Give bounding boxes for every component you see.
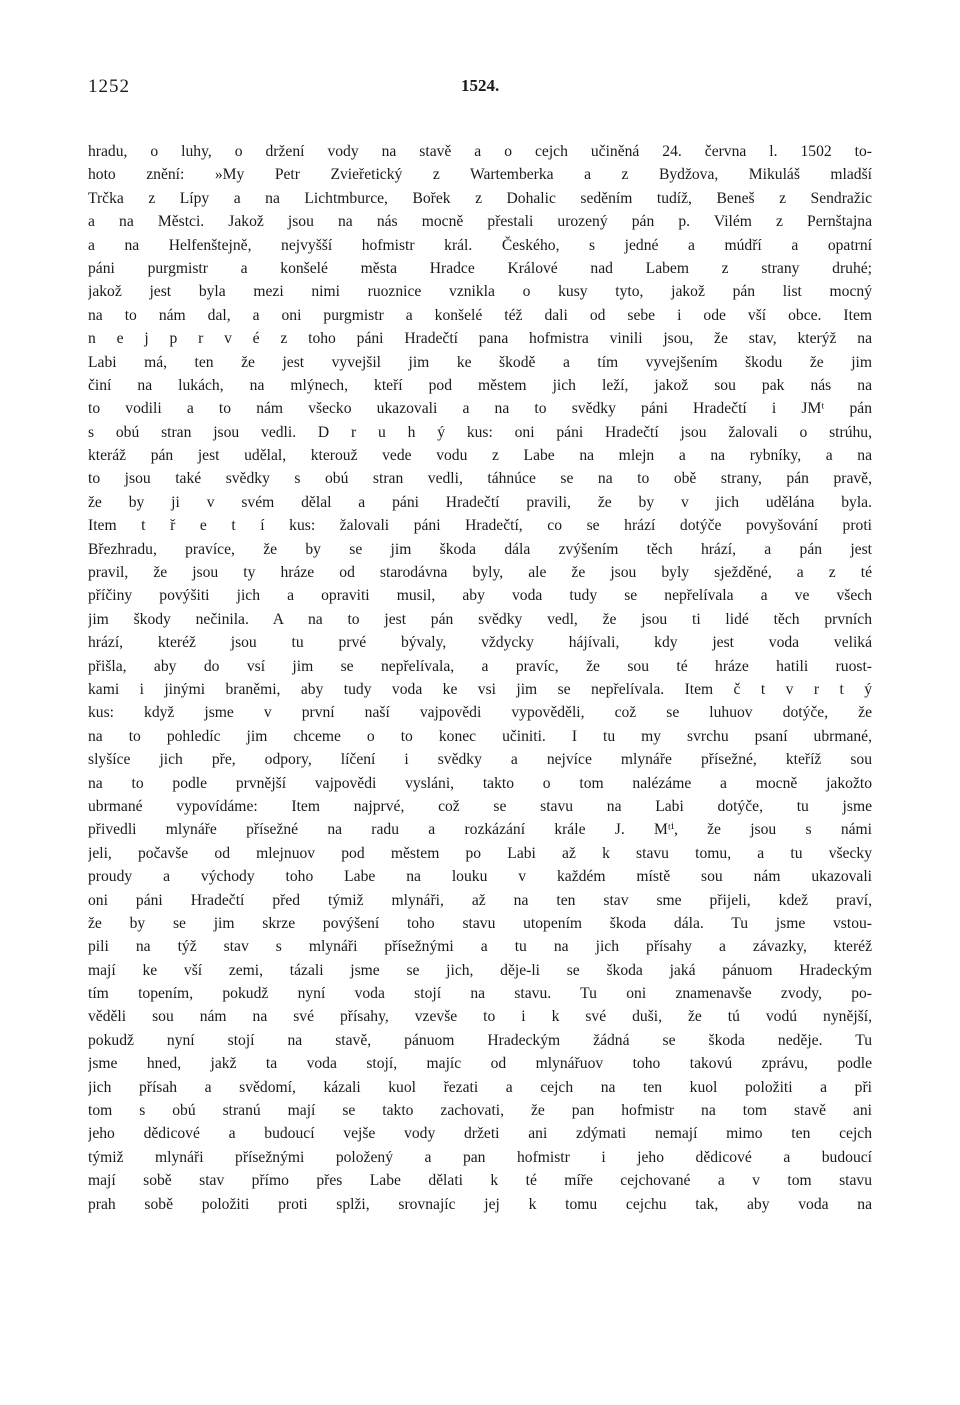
text-line: jeho dědicové a budoucí vejše vody držeti ani zdýmati nemají mimo ten cejch [88,1125,872,1143]
text-line: kami i jinými braněmi, aby tudy voda ke vsi jim se nepřelívala. Item č t v r t ý [88,680,872,698]
text-line: slyšíce jich pře, odpory, líčení i svědky a nejvíce mlynáře přísežné, kteříž sou [88,751,872,769]
text-line: jakož jest byla mezi nimi ruoznice vznikla o kusy tyto, jakož pán list mocný [88,283,872,301]
text-line: věděli sou nám na své přísahy, vzevše to i k své duši, že tú vodú nynější, [88,1008,872,1026]
text-line: mají ke vší zemi, tázali jsme se jich, děje-li se škoda jaká pánuom Hradeckým [88,961,872,979]
text-line: a na Helfenštejně, nejvyšší hofmistr král. Českého, s jedné a múdří a opatrní [88,236,872,254]
text-line: že by se jim skrze povýšení toho stavu utopením škoda dála. Tu jsme vstou- [88,914,872,932]
text-line: Item t ř e t í kus: žalovali páni Hradečtí, co se hrází dotýče povyšování proti [88,517,872,535]
body-text [88,140,872,1216]
text-line: hoto znění: »My Petr Zvieřetický z Wartemberka a z Bydžova, Mikuláš mladší [88,166,872,184]
text-line: pravil, že jsou ty hráze od starodávna byly, ale že jsou byly sježděné, a z té [88,564,872,582]
text-line: příčiny povýšiti jich a opraviti musil, aby voda tudy se nepřelívala a ve všech [88,587,872,605]
text-line: tom s obú stranú mají se takto zachovati, že pan hofmistr na tom stavě ani [88,1102,872,1120]
text-line: s obú stran jsou vedli. D r u h ý kus: oni páni Hradečtí jsou žalovali o strúhu, [88,423,872,441]
text-line: jich přísah a svědomí, kázali kuol řezati a cejch na ten kuol položiti a při [88,1078,872,1096]
text-line: Březhradu, pravíce, že by se jim škoda dála zvýšením těch hrází, a pán jest [88,540,872,558]
text-line: jim škody nečinila. A na to jest pán svědky vedl, že jsou ti lidé těch prvních [88,610,872,628]
text-line: kus: když jsme v první naší vajpovědi vypověděli, což se luhuov dotýče, že [88,704,872,722]
text-line: tím topením, pokudž nyní voda stojí na stavu. Tu oni znamenavše zvody, po- [88,985,872,1003]
text-line: jsme hned, jakž ta voda stojí, majíc od mlynářuov toho takovú zprávu, podle [88,1055,872,1073]
text-line: Trčka z Lípy a na Lichtmburce, Bořek z Dohalic seděním tudíž, Beneš z Sendražic [88,189,872,207]
page-number: 1252 [88,76,130,97]
text-line: na to pohledíc jim chceme o to konec učiniti. I tu my svrchu psaní ubrmané, [88,727,872,745]
text-line: pokudž nyní stojí na stavě, pánuom Hradeckým žádná se škoda neděje. Tu [88,1031,872,1049]
text-line: prah sobě položiti proti splži, srovnajíc jej k tomu cejchu tak, aby voda na [88,1195,872,1213]
text-line: na to nám dal, a oni purgmistr a konšelé též dali od sebe i ode vší obce. Item [88,306,872,324]
text-line: hradu, o luhy, o držení vody na stavě a o cejch učiněná 24. června l. 1502 to- [88,143,872,160]
page-header [88,76,872,100]
text-line: to jsou také svědky s obú stran vedli, táhnúce se na to obě strany, pán pravě, [88,470,872,488]
text-line: ubrmané vypovídáme: Item najprvé, což se stavu na Labi dotýče, tu jsme [88,797,872,815]
text-line: pili na týž stav s mlynáři přísežnými a tu na jich přísahy a závazky, kteréž [88,938,872,956]
text-line: kteráž pán jest udělal, kterouž vede vodu z Labe na mlejn a na rybníky, a na [88,447,872,465]
text-line: činí na lukách, na mlýnech, kteří pod městem jich leží, jakož sou pak nás na [88,376,872,394]
running-head-year: 1524. [461,76,500,95]
text-line: týmiž mlynáři přísežnými položený a pan hofmistr i jeho dědicové a budoucí [88,1148,872,1166]
text-line: n e j p r v é z toho páni Hradečtí pana hofmistra vinili jsou, že stav, kterýž na [88,330,872,348]
text-line: jeli, počavše od mlejnuov pod městem po Labi až k stavu tomu, a tu všecky [88,844,872,862]
text-line: Labi má, ten že jest vyvejšil jim ke škodě a tím vyvejšením škodu že jim [88,353,872,371]
text-line: na to podle prvnější vajpovědi vysláni, takto o tom nalézáme a mocně jakožto [88,774,872,792]
text-line: přivedli mlynáře přísežné na radu a rozkázání krále J. Mᵗⁱ, že jsou s námi [88,821,872,839]
text-line: že by ji v svém dělal a páni Hradečtí pravili, že by v jich udělána byla. [88,493,872,511]
text-line: páni purgmistr a konšelé města Hradce Králové nad Labem z strany druhé; [88,259,872,277]
text-line: a na Městci. Jakož jsou na nás mocně přestali urozený pán p. Vilém z Pernštajna [88,213,872,231]
text-line: mají sobě stav přímo přes Labe dělati k té míře cejchované a v tom stavu [88,1172,872,1190]
text-line: přišla, aby do vsí jim se nepřelívala, a pravíc, že sou té hráze hatili ruost- [88,657,872,675]
text-line: to vodili a to nám všecko ukazovali a na to svědky páni Hradečtí i JMᵗ pán [88,400,872,418]
text-line: hrází, kteréž jsou tu prvé bývaly, vždycky hájívali, kdy jest voda veliká [88,634,872,652]
text-line: proudy a východy toho Labe na louku v každém místě sou nám ukazovali [88,868,872,886]
text-line: oni páni Hradečtí před týmiž mlynáři, až na ten stav sme přijeli, kdež praví, [88,891,872,909]
